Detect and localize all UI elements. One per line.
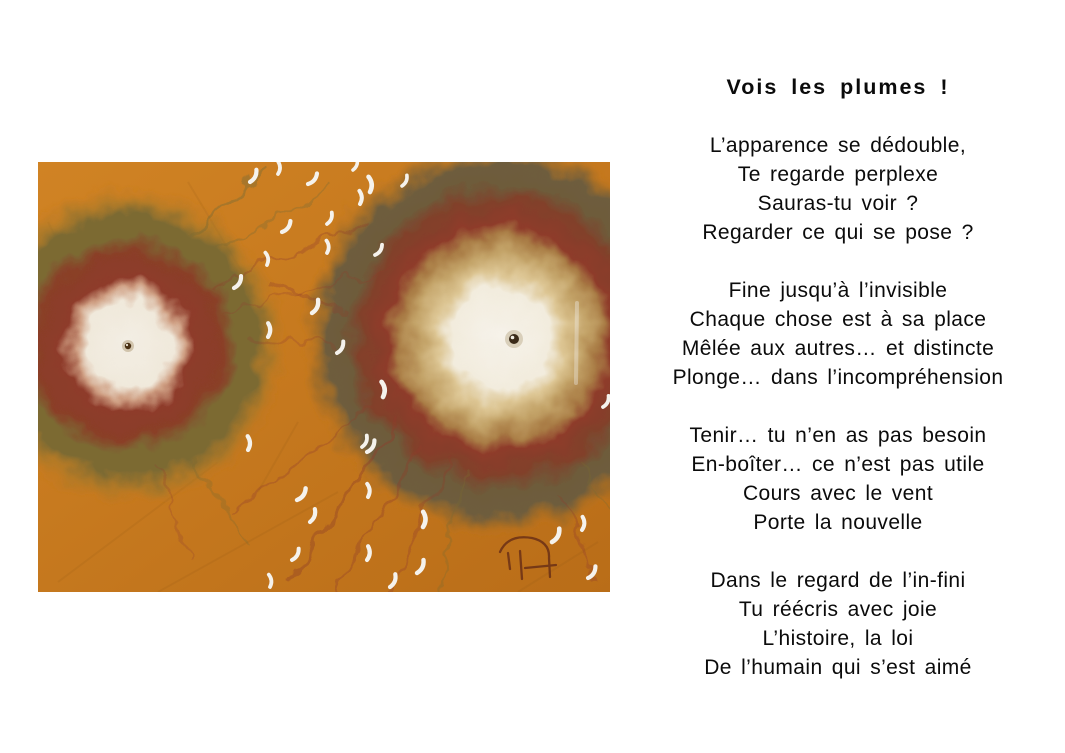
poem-stanza-3 xyxy=(628,421,1048,537)
poem-line: L’apparence se dédouble, xyxy=(709,134,967,157)
poem xyxy=(628,73,1048,711)
poem-line: Regarder ce qui se pose ? xyxy=(702,221,974,244)
poem-line: Tenir… tu n’en as pas besoin xyxy=(689,424,987,447)
poem-line: Plonge… dans l’incompréhension xyxy=(672,366,1004,389)
poem-line: L’histoire, la loi xyxy=(762,627,914,650)
painting xyxy=(38,162,610,592)
poem-line: Sauras-tu voir ? xyxy=(757,192,919,215)
poem-line: Dans le regard de l’in-fini xyxy=(710,569,966,592)
poem-line: Mêlée aux autres… et distincte xyxy=(681,337,995,360)
poem-line: Fine jusqu’à l’invisible xyxy=(728,279,948,302)
poem-line: De l’humain qui s’est aimé xyxy=(704,656,972,679)
left-starburst-eye xyxy=(122,340,134,352)
poem-stanza-2 xyxy=(628,276,1048,392)
poem-line: Tu réécris avec joie xyxy=(738,598,938,621)
poem-line: Porte la nouvelle xyxy=(753,511,923,534)
poem-line: Chaque chose est à sa place xyxy=(689,308,987,331)
poem-title: Vois les plumes ! xyxy=(726,75,950,99)
poem-stanza-1 xyxy=(628,131,1048,247)
glare-highlight xyxy=(576,303,577,383)
poem-line: Cours avec le vent xyxy=(742,482,934,505)
starburst-painting-image xyxy=(38,162,610,592)
right-starburst-eye xyxy=(505,330,523,348)
poem-line: En-boîter… ce n’est pas utile xyxy=(691,453,985,476)
poem-stanza-4 xyxy=(628,566,1048,682)
poem-line: Te regarde perplexe xyxy=(737,163,939,186)
